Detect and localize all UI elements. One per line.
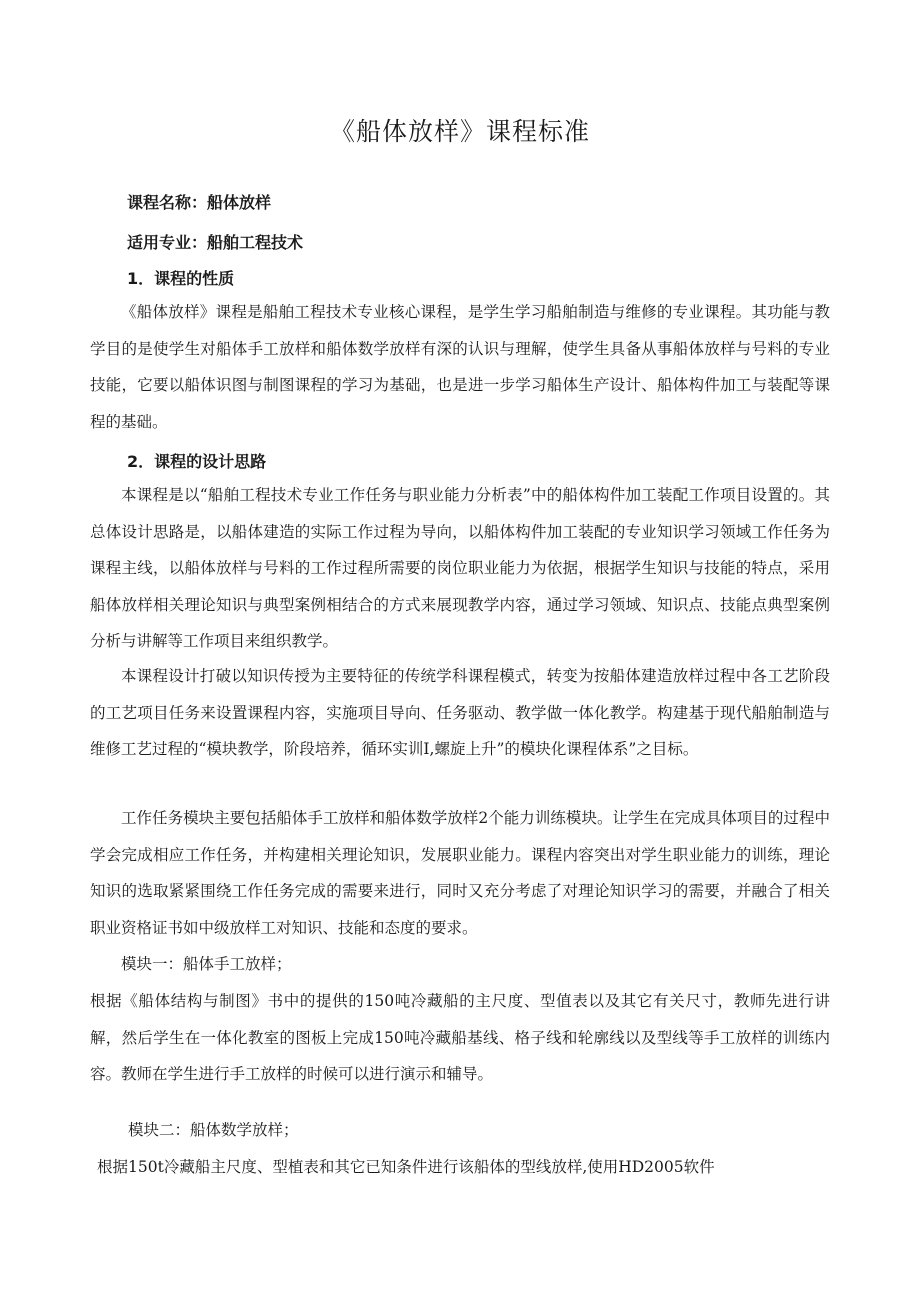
paragraph-nature: 《船体放样》课程是船舶工程技术专业核心课程，是学生学习船舶制造与维修的专业课程。其功能与教学目的是使学生对船体手工放样和船体数学放样有深的认识与理解，使学生具备从事船体放样与号料的专业技能，它要以船体识图与制图课程的学习为基础，也是进一步学习船体生产设计、船体构件加工与装配等课程的基础。 (90, 303, 830, 431)
applicable-major: 适用专业：船舶工程技术 (127, 233, 304, 252)
paragraph-design-2: 本课程设计打破以知识传授为主要特征的传统学科课程模式，转变为按船体建造放样过程中各工艺阶段的工艺项目任务来设置课程内容，实施项目导向、任务驱动、教学做一体化教学。构建基于现代船舶制造与维修工艺过程的“模块教学，阶段培养，循环实训I,螺旋上升”的模块化课程体系”之目标。 (90, 667, 830, 758)
paragraph-module-two: 根据150t冷藏船主尺度、型植表和其它已知条件进行该船体的型线放样,使用HD2005软件 (97, 1158, 715, 1176)
paragraph-design-1: 本课程是以“船舶工程技术专业工作任务与职业能力分析表”中的船体构件加工装配工作项目设置的。其总体设计思路是，以船体建造的实际工作过程为导向，以船体构件加工装配的专业知识学习领域工作任务为课程主线，以船体放样与号料的工作过程所需要的岗位职业能力为依据，根据学生知识与技能的特点，采用船体放样相关理论知识与典型案例相结合的方式来展现教学内容，通过学习领域、知识点、技能点典型案例分析与讲解等工作项目来组织教学。 (90, 486, 830, 650)
paragraph-design-3: 工作任务模块主要包括船体手工放样和船体数学放样2个能力训练模块。让学生在完成具体项目的过程中学会完成相应工作任务，并构建相关理论知识，发展职业能力。课程内容突出对学生职业能力的训练，理论知识的选取紧紧围绕工作任务完成的需要来进行，同时又充分考虑了对理论知识学习的需要，并融合了相关职业资格证书如中级放样工对知识、技能和态度的要求。 (90, 809, 830, 937)
course-name: 课程名称：船体放样 (127, 193, 272, 212)
module-two-label: 模块二：船体数学放样； (128, 1121, 299, 1139)
module-one-label: 模块一：船体手工放样； (121, 955, 292, 973)
paragraph-module-one: 根据《船体结构与制图》书中的提供的150吨冷藏船的主尺度、型值表以及其它有关尺寸，教师先进行讲解，然后学生在一体化教室的图板上完成150吨冷藏船基线、格子线和轮廓线以及型线等手工放样的训练内容。教师在学生进行手工放样的时候可以进行演示和辅导。 (90, 992, 830, 1083)
section-heading-design: 2．课程的设计思路 (127, 452, 267, 471)
document-title: 《船体放样》课程标准 (329, 117, 590, 146)
section-heading-nature: 1．课程的性质 (127, 269, 235, 288)
